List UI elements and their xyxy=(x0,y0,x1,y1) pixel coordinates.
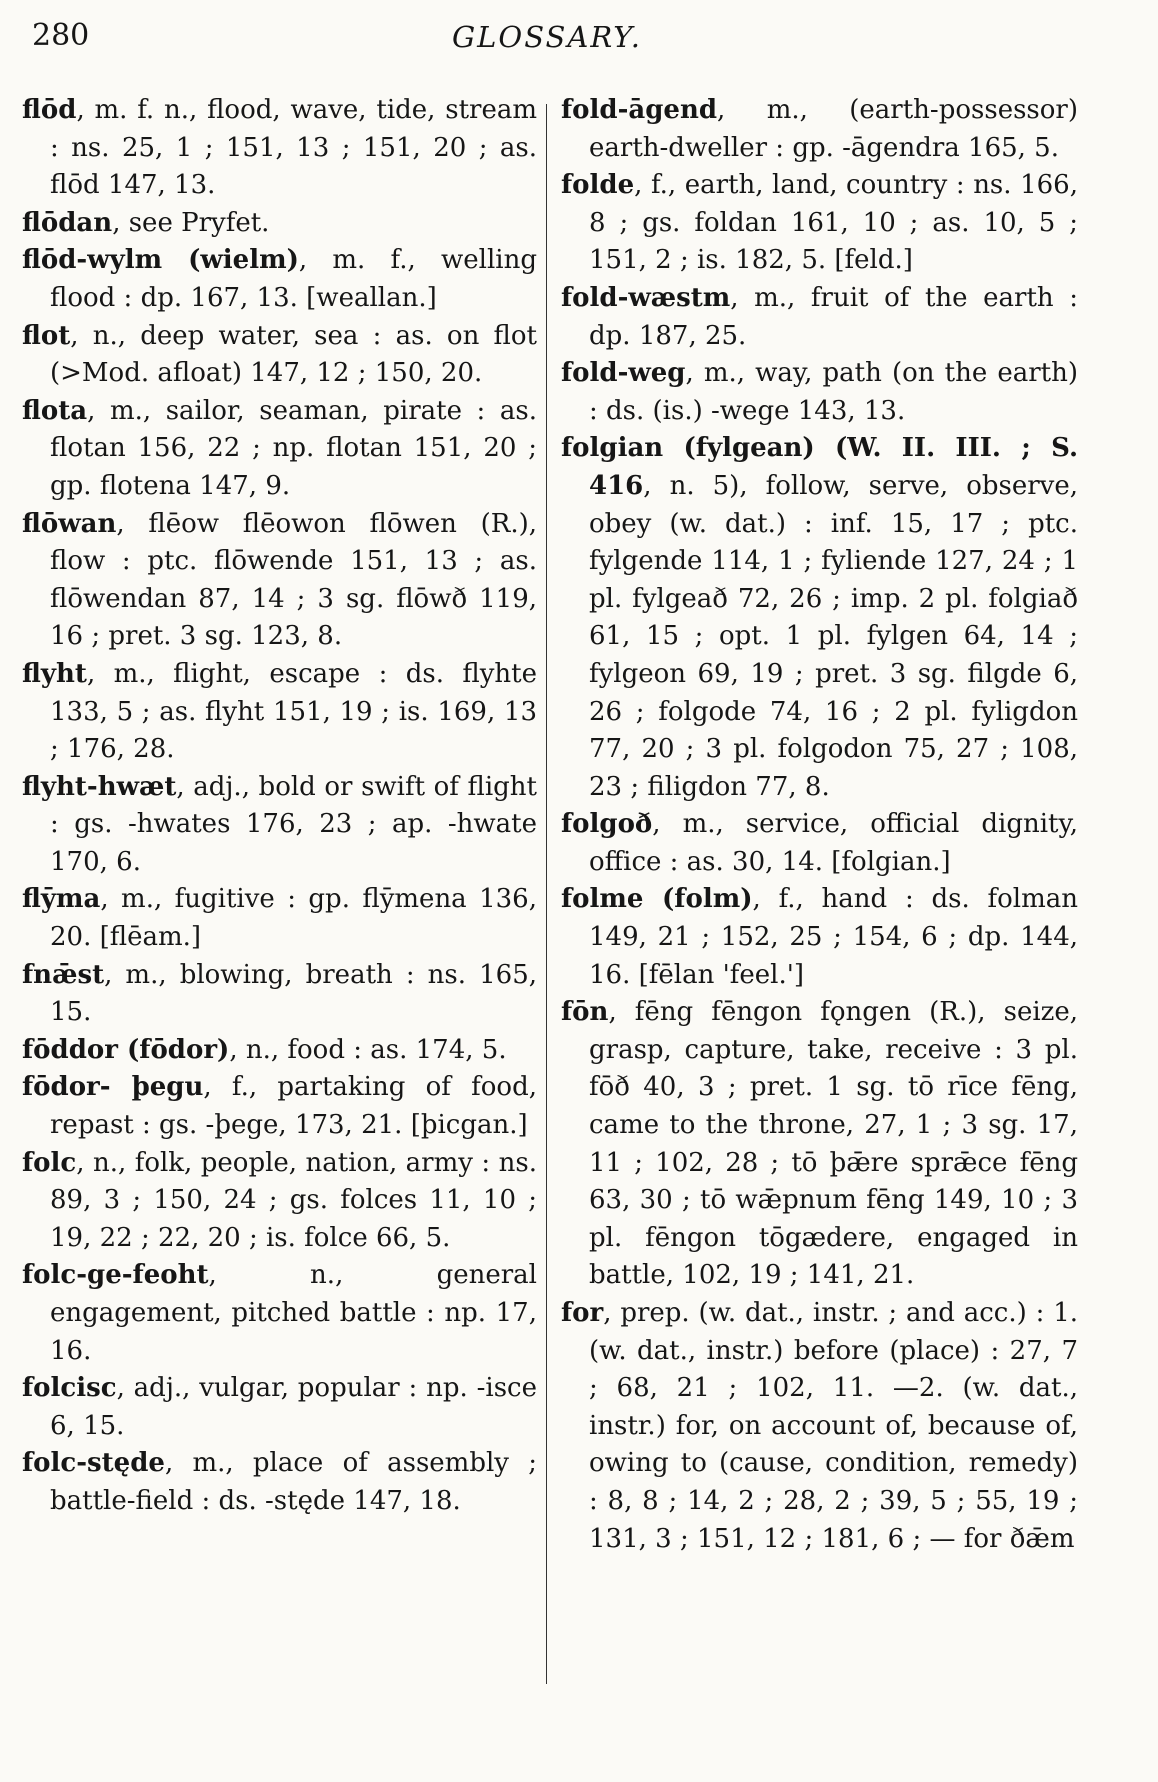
glossary-entry: fold-weg, m., way, path (on the earth) : ds. (is.) -wege 143, 13. xyxy=(561,358,1078,426)
headword: folc xyxy=(22,1147,77,1178)
headword: folgoð xyxy=(561,809,653,840)
glossary-entry: flyht, m., flight, escape : ds. flyhte 133, 5 ; as. flyht 151, 19 ; is. 169, 13 ; 176, 28. xyxy=(22,658,537,765)
glossary-entry: flȳma, m., fugitive : gp. flȳmena 136, 20. [flēam.] xyxy=(22,884,537,953)
headword: fold-wæstm xyxy=(561,282,731,313)
glossary-entry: flōd-wylm (wielm), m. f., welling flood : dp. 167, 13. [weallan.] xyxy=(22,245,537,313)
headword: fōddor (fōdor) xyxy=(22,1034,230,1065)
glossary-entry: folcisc, adj., vulgar, popular : np. -isce 6, 15. xyxy=(22,1373,537,1441)
glossary-entry: fold-āgend, m., (earth-possessor) earth-dweller : gp. -āgendra 165, 5. xyxy=(561,95,1078,163)
glossary-entry: folgoð, m., service, official dignity, office : as. 30, 14. [folgian.] xyxy=(561,809,1078,877)
left-column xyxy=(22,92,537,1521)
page-number: 280 xyxy=(32,18,90,53)
glossary-entry: for, prep. (w. dat., instr. ; and acc.) : 1. (w. dat., instr.) before (place) : 27, 7 ; 68, 21 ; 102, 11. —2. (w. dat., instr.) for, on account of, because of, owing to (cause, condition, remedy) : 8, 8 ; 14, 2 ; 28, 2 ; 39, 5 ; 55, 19 ; 131, 3 ; 151, 12 ; 181, 6 ; — for ðǣm xyxy=(561,1298,1078,1554)
headword: folgian (fylgean) (W. II. III. ; S. 416 xyxy=(561,433,1078,501)
glossary-entry: fōn, fēng fēngon fǫngen (R.), seize, grasp, capture, take, receive : 3 pl. fōð 40, 3 ; pret. 1 sg. tō rīce fēng, came to the throne, 27, 1 ; 3 sg. 17, 11 ; 102, 28 ; tō þǣre sprǣce fēng 63, 30 ; tō wǣpnum fēng 149, 10 ; 3 pl. fēngon tōgædere, engaged in battle, 102, 19 ; 141, 21. xyxy=(561,997,1078,1291)
headword: flōd-wylm (wielm) xyxy=(22,245,299,276)
headword: fōdor- þegu xyxy=(22,1072,204,1103)
glossary-entry: fold-wæstm, m., fruit of the earth : dp. 187, 25. xyxy=(561,282,1078,351)
headword: folc-stęde xyxy=(22,1448,165,1479)
glossary-entry: folc, n., folk, people, nation, army : ns. 89, 3 ; 150, 24 ; gs. folces 11, 10 ; 19, 22 ; 22, 20 ; is. folce 66, 5. xyxy=(22,1147,537,1253)
glossary-entry: fōdor- þegu, f., partaking of food, repast : gs. -þege, 173, 21. [þicgan.] xyxy=(22,1072,537,1141)
headword: folcisc xyxy=(22,1373,117,1404)
glossary-entry: flota, m., sailor, seaman, pirate : as. flotan 156, 22 ; np. flotan 151, 20 ; gp. flotena 147, 9. xyxy=(22,395,537,501)
headword: fōn xyxy=(561,997,609,1028)
headword: for xyxy=(561,1298,604,1328)
headword: folc-ge-feoht xyxy=(22,1260,209,1291)
headword: folde xyxy=(561,170,635,201)
glossary-entry: fnǣst, m., blowing, breath : ns. 165, 15. xyxy=(22,959,537,1028)
glossary-entry: folde, f., earth, land, country : ns. 166, 8 ; gs. foldan 161, 10 ; as. 10, 5 ; 151, 2 ; is. 182, 5. [feld.] xyxy=(561,170,1078,276)
column-divider xyxy=(546,104,547,1684)
headword: folme (folm) xyxy=(561,884,753,915)
glossary-entry: folc-stęde, m., place of assembly ; battle-field : ds. -stęde 147, 18. xyxy=(22,1448,537,1516)
headword: flyht xyxy=(22,658,87,689)
running-title: GLOSSARY. xyxy=(452,20,642,54)
right-column xyxy=(561,92,1078,1558)
headword: flȳma xyxy=(22,884,101,915)
glossary-entry: flyht-hwæt, adj., bold or swift of flight : gs. -hwates 176, 23 ; ap. -hwate 170, 6. xyxy=(22,771,537,877)
page-header xyxy=(32,18,1082,66)
glossary-entry: folc-ge-feoht, n., general engagement, pitched battle : np. 17, 16. xyxy=(22,1260,537,1366)
headword: fold-weg xyxy=(561,358,686,389)
glossary-entry: folgian (fylgean) (W. II. III. ; S. 416, n. 5), follow, serve, observe, obey (w. dat.) : inf. 15, 17 ; ptc. fylgende 114, 1 ; fyliende 127, 24 ; 1 pl. fylgeað 72, 26 ; imp. 2 pl. folgiað 61, 15 ; opt. 1 pl. fylgen 64, 14 ; fylgeon 69, 19 ; pret. 3 sg. filgde 6, 26 ; folgode 74, 16 ; 2 pl. fyligdon 77, 20 ; 3 pl. folgodon 75, 27 ; 108, 23 ; filigdon 77, 8. xyxy=(561,433,1078,802)
glossary-entry: flōwan, flēow flēowon flōwen (R.), flow : ptc. flōwende 151, 13 ; as. flōwendan 87, 14 ; 3 sg. flōwð 119, 16 ; pret. 3 sg. 123, 8. xyxy=(22,508,537,652)
headword: flota xyxy=(22,395,88,426)
headword: flōd xyxy=(22,95,77,125)
headword: fnǣst xyxy=(22,959,105,990)
glossary-entry: flōd, m. f. n., flood, wave, tide, stream : ns. 25, 1 ; 151, 13 ; 151, 20 ; as. flōd 147, 13. xyxy=(22,95,537,201)
glossary-entry: flōdan, see Pryfet. xyxy=(22,207,270,238)
headword: flot xyxy=(22,320,71,351)
glossary-entry: fōddor (fōdor), n., food : as. 174, 5. xyxy=(22,1034,507,1065)
glossary-entry: flot, n., deep water, sea : as. on flot (>Mod. afloat) 147, 12 ; 150, 20. xyxy=(22,320,537,389)
headword: flōdan xyxy=(22,207,113,238)
headword: flōwan xyxy=(22,508,117,539)
headword: fold-āgend xyxy=(561,95,718,125)
glossary-entry: folme (folm), f., hand : ds. folman 149, 21 ; 152, 25 ; 154, 6 ; dp. 144, 16. [fēlan 'feel.'] xyxy=(561,884,1078,990)
headword: flyht-hwæt xyxy=(22,771,177,802)
